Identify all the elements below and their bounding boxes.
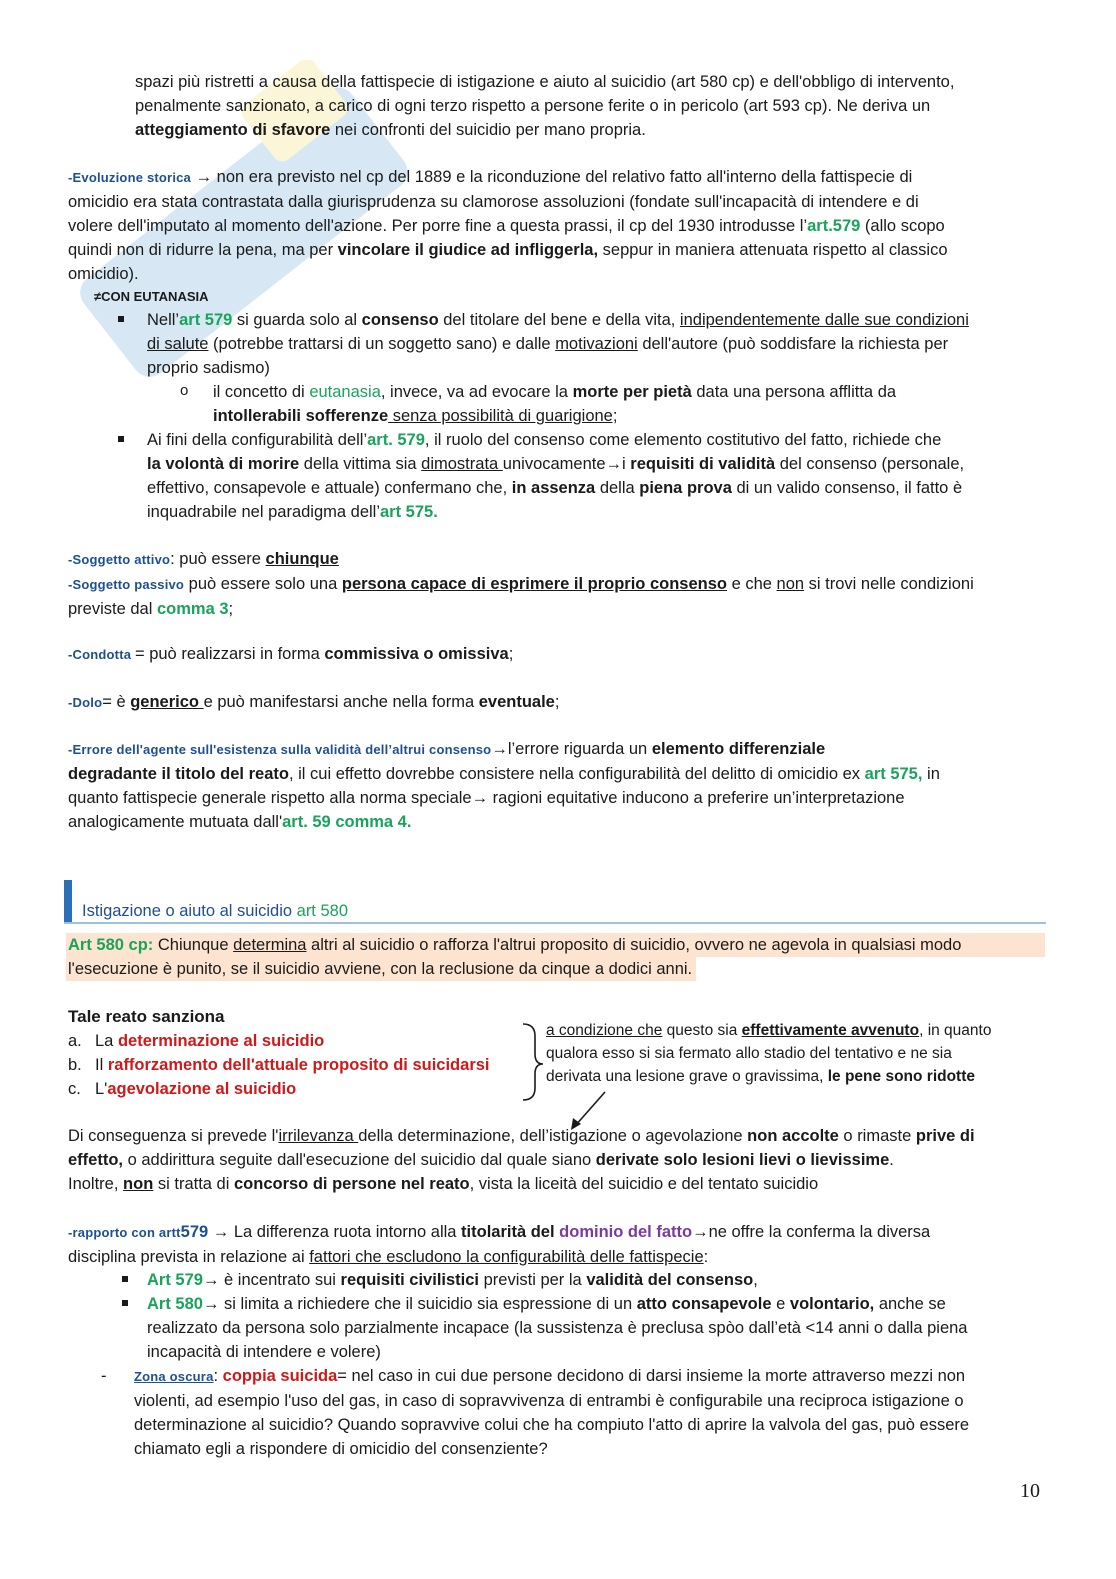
bullet-square [122,1300,128,1306]
conseguenza-paragraph: Di conseguenza si prevede l'irrilevanza della determinazione, dell’istigazione o agevolazione non accolte o rimaste prive di effetto, o addirittura seguite dall'esecuzione del suicidio dal quale siano derivate solo lesioni lievi o lievissime. Inoltre, non si tratta di concorso di persone nel reato, vista la liceità del suicidio e del tentato suicidio [68,1127,975,1193]
condotta-line: -Condotta = può realizzarsi in forma commissiva o omissiva; [68,645,514,663]
eutanasia-bullet-1: Nell’art 579 si guarda solo al consenso del titolare del bene e della vita, indipendentemente dalle sue condizioni di salute (potrebbe trattarsi di un soggetto sano) e dalle motivazioni dell'autore (può soddisfare la richiesta per proprio sadismo) [147,311,969,377]
zona-oscura-paragraph: Zona oscura: coppia suicida= nel caso in cui due persone decidono di darsi insieme la morte attraverso mezzi non violenti, ad esempio l'uso del gas, in caso di sopravvivenza di entrambi è configurabile una reciproca istigazione o determinazione al suicidio? Quando sopravvive colui che ha compiuto l'atto di aprire la valvola del gas, può essere chiamato egli a rispondere di omicidio del consenziente? [134,1367,970,1458]
eutanasia-sub-bullet: il concetto di eutanasia, invece, va ad evocare la morte per pietà data una persona afflitta da intollerabili sofferenze senza possibilità di guarigione; [213,383,897,425]
eutanasia-bullet-2: Ai fini della configurabilità dell’art. 579, il ruolo del consenso come elemento costitutivo del fatto, richiede che la volontà di morire della vittima sia dimostrata univocamente→i requisiti di validità del consenso (personale, effettivo, consapevole e attuale) confermano che, in assenza della piena prova di un valido consenso, il fatto è inquadrabile nel paradigma dell’art 575. [147,431,965,521]
soggetti-paragraph: -Soggetto attivo: può essere chiunque -Soggetto passivo può essere solo una persona capace di esprimere il proprio consenso e che non si trovi nelle condizioni previste dal comma 3; [68,550,974,618]
art580-text: Art 580 cp: Chiunque determina altri al suicidio o rafforza l'altrui proposito di suicidio, ovvero ne agevola in qualsiasi modo [66,933,1045,957]
sanziona-note: a condizione che questo sia effettivamente avvenuto, in quanto qualora esso si sia fermato allo stadio del tentativo e ne sia derivata una lesione grave o gravissima, le pene sono ridotte [546,1022,992,1085]
section-title: Istigazione o aiuto al suicidio art 580 [82,902,349,920]
page-number: 10 [1020,1480,1040,1502]
sanziona-item-b: b. Il rafforzamento dell'attuale proposito di suicidarsi [68,1056,490,1074]
eutanasia-heading: ≠CON EUTANASIA [94,289,209,304]
evoluzione-storica-paragraph: -Evoluzione storica → non era previsto nel cp del 1889 e la riconduzione del relativo fatto all'interno della fattispecie di omicidio era stata contrastata dalla giurisprudenza su clamorose assoluzioni (fondate sull'incapacità di intendere e di volere dell'imputato al momento dell'azione. Per porre fine a questa prassi, il cp del 1930 introdusse l’art.579 (allo scopo quindi non di ridurre la pena, ma per vincolare il giudice ad infliggerla, seppur in maniera attenuata rispetto al classico omicidio). [68,168,948,283]
bullet-square [122,1276,128,1282]
sanziona-list [68,1029,528,1101]
intro-paragraph: spazi più ristretti a causa della fattispecie di istigazione e aiuto al suicidio (art 580 cp) e dell'obbligo di intervento, penalmente sanzionato, a carico di ogni terzo rispetto a persone ferite o in pericolo (art 593 cp). Ne deriva un atteggiamento di sfavore nei confronti del suicidio per mano propria. [135,73,955,139]
rapporto-paragraph: -rapporto con artt579 → La differenza ruota intorno alla titolarità del dominio del fatto→ne offre la conferma la diversa disciplina prevista in relazione ai fattori che escludono la configurabilità delle fattispecie: [68,1223,931,1266]
bullet-square [118,316,124,322]
sanziona-item-a: a. La determinazione al suicidio [68,1032,325,1050]
evoluzione-heading: -Evoluzione storica [68,170,191,185]
rapporto-item-580: Art 580→ si limita a richiedere che il suicidio sia espressione di un atto consapevole e volontario, anche se realizzato da persona solo parzialmente incapace (la sussistenza è preclusa spòo dall’età <14 anni o dalla piena incapacità di intendere e volere) [147,1295,968,1361]
zona-dash: - [101,1367,107,1385]
section-heading-bar [64,880,72,924]
art580-text-line2: l'esecuzione è punito, se il suicidio avviene, con la reclusione da cinque a dodici anni. [66,957,696,981]
rapporto-item-579: Art 579→ è incentrato sui requisiti civilistici previsti per la validità del consenso, [147,1271,758,1289]
dolo-line: -Dolo= è generico e può manifestarsi anche nella forma eventuale; [68,693,560,711]
errore-paragraph: -Errore dell'agente sull'esistenza sulla validità dell’altrui consenso→l’errore riguarda un elemento differenziale degradante il titolo del reato, il cui effetto dovrebbe consistere nella configurabilità del delitto di omicidio ex art 575, in quanto fattispecie generale rispetto alla norma speciale→ ragioni equitative inducono a preferire un’interpretazione analogicamente mutuata dall'art. 59 comma 4. [68,740,940,831]
sanziona-item-c: c. L'agevolazione al suicidio [68,1080,297,1098]
bullet-square [118,436,124,442]
sanziona-heading: Tale reato sanziona [68,1007,225,1026]
sub-bullet-circle: o [180,382,189,399]
